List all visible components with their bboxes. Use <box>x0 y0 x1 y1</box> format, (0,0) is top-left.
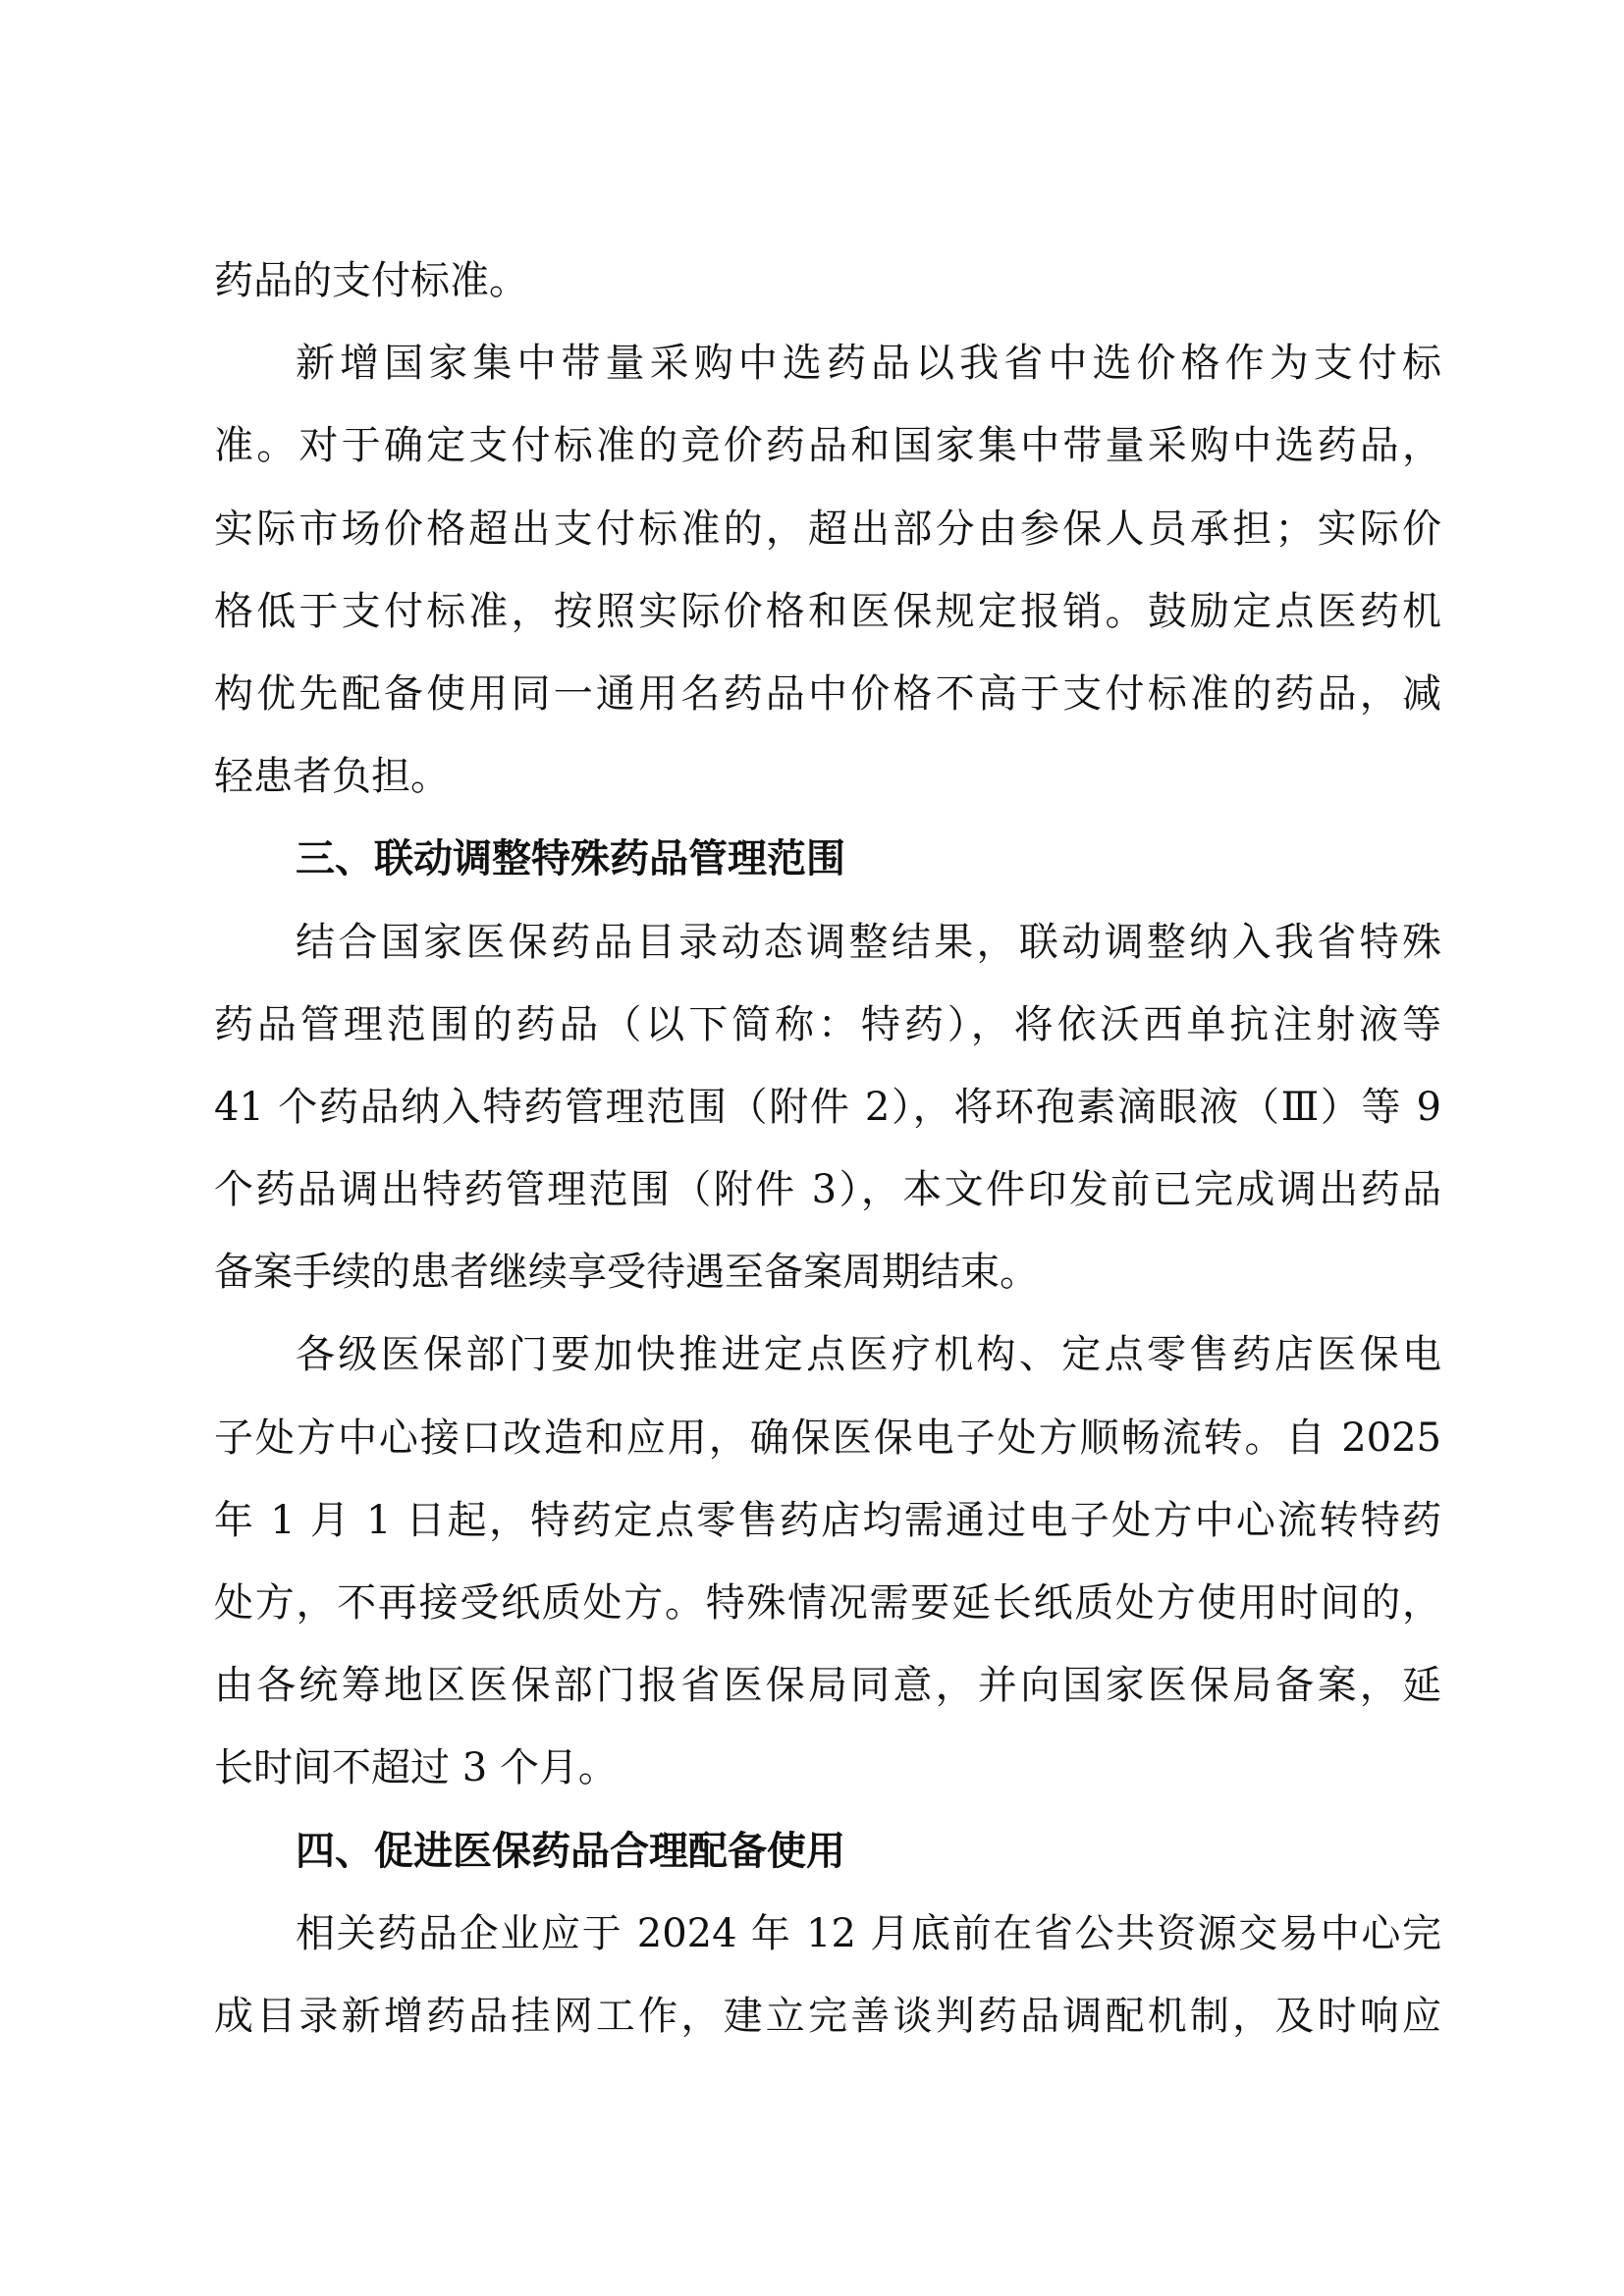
paragraph-line: 药品的支付标准。 <box>214 258 528 303</box>
document-body <box>214 240 1441 2057</box>
paragraph-line: 年 1 月 1 日起，特药定点零售药店均需通过电子处方中心流转特药 <box>214 1497 1441 1543</box>
paragraph-line: 准。对于确定支付标准的竞价药品和国家集中带量采购中选药品， <box>214 423 1441 469</box>
paragraph-line: 备案手续的患者继续享受待遇至备案周期结束。 <box>214 1250 1039 1296</box>
paragraph-line: 相关药品企业应于 2024 年 12 月底前在省公共资源交易中心完 <box>296 1910 1441 1956</box>
paragraph-line: 个药品调出特药管理范围（附件 3），本文件印发前已完成调出药品 <box>214 1167 1441 1213</box>
paragraph-line: 格低于支付标准，按照实际价格和医保规定报销。鼓励定点医药机 <box>214 588 1441 634</box>
paragraph-line: 成目录新增药品挂网工作，建立完善谈判药品调配机制，及时响应 <box>214 1993 1441 2039</box>
paragraph-line: 处方，不再接受纸质处方。特殊情况需要延长纸质处方使用时间的， <box>214 1580 1441 1626</box>
paragraph-line: 各级医保部门要加快推进定点医疗机构、定点零售药店医保电 <box>296 1332 1441 1378</box>
paragraph-line: 长时间不超过 3 个月。 <box>214 1745 618 1791</box>
paragraph-line: 轻患者负担。 <box>214 754 450 800</box>
paragraph-line: 新增国家集中带量采购中选药品以我省中选价格作为支付标 <box>296 341 1441 387</box>
section-heading: 三、联动调整特殊药品管理范围 <box>296 836 845 882</box>
paragraph-line: 药品管理范围的药品（以下简称：特药），将依沃西单抗注射液等 <box>214 1001 1441 1047</box>
paragraph-line: 结合国家医保药品目录动态调整结果，联动调整纳入我省特殊 <box>296 919 1441 965</box>
paragraph-line: 子处方中心接口改造和应用，确保医保电子处方顺畅流转。自 2025 <box>214 1415 1441 1461</box>
paragraph-line: 由各统筹地区医保部门报省医保局同意，并向国家医保局备案，延 <box>214 1663 1441 1709</box>
paragraph-line: 实际市场价格超出支付标准的，超出部分由参保人员承担；实际价 <box>214 506 1441 552</box>
paragraph-line: 构优先配备使用同一通用名药品中价格不高于支付标准的药品，减 <box>214 670 1441 717</box>
paragraph-line: 41 个药品纳入特药管理范围（附件 2），将环孢素滴眼液（Ⅲ）等 9 <box>214 1084 1441 1130</box>
section-heading: 四、促进医保药品合理配备使用 <box>296 1828 845 1874</box>
